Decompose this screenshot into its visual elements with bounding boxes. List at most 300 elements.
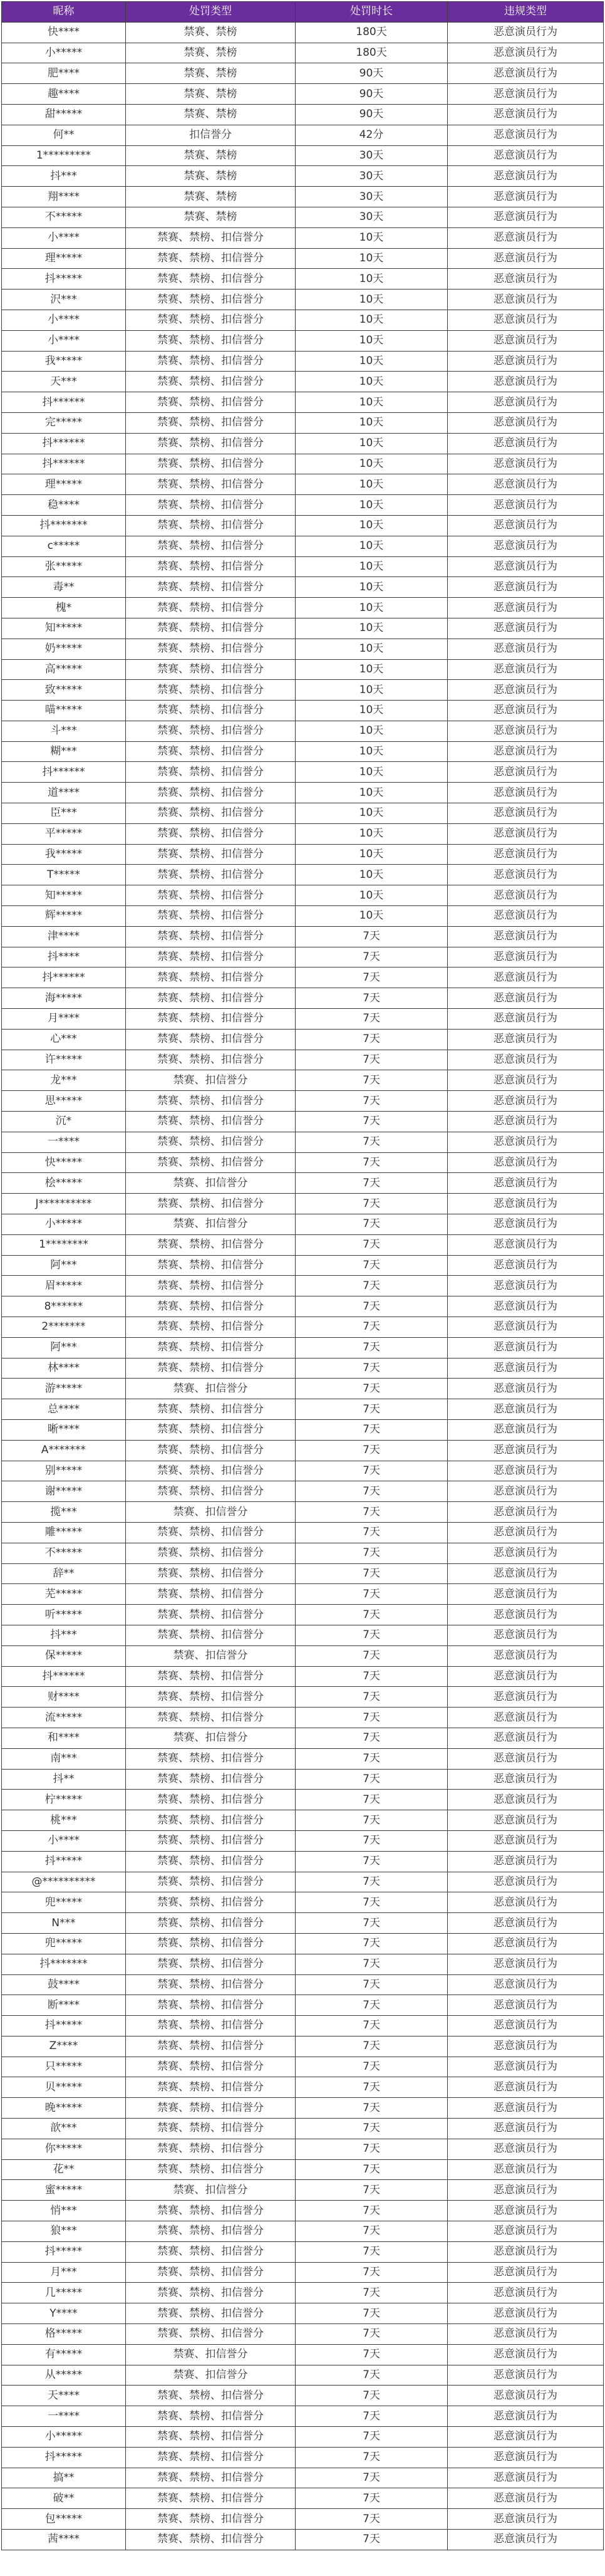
cell-penalty-type: 禁赛、禁榜、扣信誉分	[126, 947, 296, 967]
table-row	[2, 2221, 604, 2242]
cell-nickname: 抖*******	[2, 1954, 126, 1974]
cell-violation-type: 恶意演员行为	[448, 63, 604, 84]
cell-violation-type: 恶意演员行为	[448, 22, 604, 43]
cell-nickname: 揽***	[2, 1502, 126, 1523]
cell-penalty-duration: 7天	[296, 1234, 448, 1255]
cell-nickname: 快*****	[2, 1152, 126, 1173]
table-row	[2, 701, 604, 721]
table-body	[2, 22, 604, 2550]
table-row	[2, 1748, 604, 1769]
cell-penalty-duration: 10天	[296, 412, 448, 433]
cell-penalty-type: 禁赛、禁榜、扣信誉分	[126, 1872, 296, 1892]
cell-violation-type: 恶意演员行为	[448, 967, 604, 988]
cell-penalty-type: 禁赛、禁榜、扣信誉分	[126, 433, 296, 454]
cell-nickname: 张*****	[2, 556, 126, 577]
cell-nickname: 狼***	[2, 2221, 126, 2242]
cell-nickname: 甜*****	[2, 104, 126, 125]
cell-penalty-type: 禁赛、禁榜、扣信誉分	[126, 310, 296, 330]
table-row	[2, 1029, 604, 1050]
cell-penalty-duration: 7天	[296, 1790, 448, 1810]
cell-penalty-type: 禁赛、禁榜、扣信誉分	[126, 351, 296, 372]
cell-penalty-type: 禁赛、禁榜、扣信誉分	[126, 2447, 296, 2468]
table-row	[2, 1584, 604, 1605]
cell-penalty-duration: 10天	[296, 227, 448, 248]
table-row	[2, 2283, 604, 2303]
cell-penalty-duration: 7天	[296, 2159, 448, 2180]
cell-penalty-type: 禁赛、禁榜、扣信誉分	[126, 269, 296, 289]
cell-penalty-duration: 7天	[296, 1337, 448, 1358]
cell-nickname: 从*****	[2, 2365, 126, 2386]
table-row	[2, 967, 604, 988]
cell-violation-type: 恶意演员行为	[448, 269, 604, 289]
cell-nickname: 晚*****	[2, 2098, 126, 2119]
cell-penalty-type: 禁赛、禁榜、扣信誉分	[126, 392, 296, 413]
cell-penalty-duration: 7天	[296, 1872, 448, 1892]
table-row	[2, 289, 604, 310]
table-row	[2, 2241, 604, 2262]
cell-penalty-duration: 10天	[296, 783, 448, 803]
cell-penalty-type: 禁赛、禁榜、扣信誉分	[126, 248, 296, 269]
cell-penalty-duration: 10天	[296, 680, 448, 701]
cell-penalty-type: 禁赛、禁榜、扣信誉分	[126, 2036, 296, 2057]
cell-violation-type: 恶意演员行为	[448, 598, 604, 618]
cell-penalty-type: 禁赛、禁榜、扣信誉分	[126, 1543, 296, 1563]
cell-violation-type: 恶意演员行为	[448, 783, 604, 803]
cell-violation-type: 恶意演员行为	[448, 1399, 604, 1420]
cell-penalty-type: 禁赛、禁榜、扣信誉分	[126, 1954, 296, 1974]
cell-penalty-duration: 7天	[296, 1399, 448, 1420]
cell-penalty-duration: 10天	[296, 803, 448, 824]
table-row	[2, 125, 604, 145]
cell-penalty-type: 禁赛、扣信誉分	[126, 2180, 296, 2201]
cell-penalty-type: 禁赛、禁榜、扣信誉分	[126, 556, 296, 577]
cell-nickname: 稳****	[2, 495, 126, 516]
cell-nickname: 花**	[2, 2159, 126, 2180]
cell-penalty-duration: 7天	[296, 1112, 448, 1132]
table-row	[2, 1255, 604, 1276]
cell-penalty-duration: 7天	[296, 2139, 448, 2159]
cell-penalty-duration: 42分	[296, 125, 448, 145]
cell-penalty-duration: 7天	[296, 2016, 448, 2036]
cell-penalty-duration: 180天	[296, 22, 448, 43]
cell-violation-type: 恶意演员行为	[448, 2344, 604, 2365]
cell-nickname: 抖*****	[2, 269, 126, 289]
cell-penalty-type: 禁赛、禁榜、扣信誉分	[126, 1830, 296, 1851]
cell-penalty-duration: 10天	[296, 310, 448, 330]
cell-nickname: 芜*****	[2, 1584, 126, 1605]
cell-penalty-type: 禁赛、扣信誉分	[126, 2365, 296, 2386]
table-row	[2, 741, 604, 762]
cell-nickname: 听*****	[2, 1605, 126, 1625]
cell-violation-type: 恶意演员行为	[448, 310, 604, 330]
table-row	[2, 2303, 604, 2324]
table-row	[2, 1810, 604, 1831]
cell-penalty-duration: 10天	[296, 618, 448, 639]
table-row	[2, 104, 604, 125]
cell-nickname: 桧*****	[2, 1173, 126, 1194]
header-violation-type: 违规类型	[448, 2, 604, 23]
cell-penalty-duration: 7天	[296, 988, 448, 1009]
cell-violation-type: 恶意演员行为	[448, 721, 604, 741]
cell-violation-type: 恶意演员行为	[448, 1152, 604, 1173]
cell-penalty-type: 禁赛、禁榜、扣信誉分	[126, 1337, 296, 1358]
table-header-row	[2, 2, 604, 23]
cell-violation-type: 恶意演员行为	[448, 2139, 604, 2159]
cell-penalty-duration: 10天	[296, 269, 448, 289]
cell-nickname: 抖**	[2, 1769, 126, 1790]
cell-violation-type: 恶意演员行为	[448, 2386, 604, 2406]
cell-penalty-type: 禁赛、扣信誉分	[126, 1728, 296, 1748]
cell-penalty-duration: 7天	[296, 2365, 448, 2386]
cell-nickname: 只*****	[2, 2057, 126, 2077]
cell-nickname: 趣****	[2, 84, 126, 105]
cell-violation-type: 恶意演员行为	[448, 1317, 604, 1338]
cell-penalty-type: 禁赛、禁榜、扣信誉分	[126, 803, 296, 824]
cell-penalty-duration: 7天	[296, 1152, 448, 1173]
table-row	[2, 63, 604, 84]
cell-nickname: 天****	[2, 2386, 126, 2406]
cell-penalty-type: 禁赛、禁榜、扣信誉分	[126, 1748, 296, 1769]
cell-penalty-duration: 10天	[296, 392, 448, 413]
cell-penalty-type: 禁赛、禁榜、扣信誉分	[126, 885, 296, 906]
cell-violation-type: 恶意演员行为	[448, 2509, 604, 2530]
cell-penalty-type: 禁赛、禁榜、扣信誉分	[126, 1522, 296, 1543]
cell-violation-type: 恶意演员行为	[448, 1872, 604, 1892]
cell-violation-type: 恶意演员行为	[448, 865, 604, 885]
cell-violation-type: 恶意演员行为	[448, 2180, 604, 2201]
cell-penalty-type: 禁赛、禁榜、扣信誉分	[126, 1358, 296, 1379]
table-row	[2, 577, 604, 598]
cell-violation-type: 恶意演员行为	[448, 1276, 604, 1296]
cell-nickname: 斗***	[2, 721, 126, 741]
cell-penalty-type: 禁赛、禁榜	[126, 187, 296, 207]
table-row	[2, 1522, 604, 1543]
table-row	[2, 412, 604, 433]
cell-penalty-duration: 10天	[296, 289, 448, 310]
cell-penalty-duration: 7天	[296, 2036, 448, 2057]
cell-nickname: 8******	[2, 1296, 126, 1317]
cell-penalty-duration: 10天	[296, 351, 448, 372]
cell-violation-type: 恶意演员行为	[448, 926, 604, 947]
cell-violation-type: 恶意演员行为	[448, 1625, 604, 1645]
cell-nickname: 不*****	[2, 207, 126, 227]
cell-violation-type: 恶意演员行为	[448, 125, 604, 145]
cell-violation-type: 恶意演员行为	[448, 2303, 604, 2324]
cell-nickname: 我*****	[2, 844, 126, 865]
cell-violation-type: 恶意演员行为	[448, 1563, 604, 1584]
cell-violation-type: 恶意演员行为	[448, 1050, 604, 1070]
cell-penalty-duration: 7天	[296, 2468, 448, 2488]
cell-nickname: 理*****	[2, 248, 126, 269]
cell-nickname: 抖******	[2, 433, 126, 454]
cell-penalty-duration: 7天	[296, 1296, 448, 1317]
cell-penalty-duration: 90天	[296, 63, 448, 84]
table-row	[2, 1666, 604, 1687]
cell-violation-type: 恶意演员行为	[448, 1974, 604, 1995]
table-row	[2, 1296, 604, 1317]
table-row	[2, 1830, 604, 1851]
cell-penalty-duration: 7天	[296, 2201, 448, 2221]
cell-violation-type: 恶意演员行为	[448, 618, 604, 639]
cell-violation-type: 恶意演员行为	[448, 1954, 604, 1974]
cell-violation-type: 恶意演员行为	[448, 1769, 604, 1790]
cell-penalty-type: 禁赛、禁榜、扣信誉分	[126, 865, 296, 885]
cell-violation-type: 恶意演员行为	[448, 2427, 604, 2448]
cell-penalty-type: 禁赛、禁榜、扣信誉分	[126, 289, 296, 310]
cell-penalty-type: 禁赛、禁榜、扣信誉分	[126, 1974, 296, 1995]
cell-penalty-duration: 7天	[296, 1605, 448, 1625]
cell-violation-type: 恶意演员行为	[448, 2324, 604, 2345]
cell-violation-type: 恶意演员行为	[448, 2057, 604, 2077]
cell-penalty-duration: 7天	[296, 2447, 448, 2468]
cell-nickname: @**********	[2, 1872, 126, 1892]
table-row	[2, 1974, 604, 1995]
cell-penalty-type: 禁赛、禁榜、扣信誉分	[126, 536, 296, 556]
cell-violation-type: 恶意演员行为	[448, 1748, 604, 1769]
table-row	[2, 1481, 604, 1502]
cell-penalty-type: 禁赛、扣信誉分	[126, 1173, 296, 1194]
cell-nickname: 几*****	[2, 2283, 126, 2303]
cell-nickname: 抖******	[2, 454, 126, 474]
table-row	[2, 1337, 604, 1358]
cell-penalty-duration: 7天	[296, 1913, 448, 1934]
cell-nickname: 辞**	[2, 1563, 126, 1584]
cell-violation-type: 恶意演员行为	[448, 392, 604, 413]
cell-penalty-type: 禁赛、禁榜、扣信誉分	[126, 1009, 296, 1030]
table-row	[2, 1132, 604, 1152]
cell-nickname: 2*******	[2, 1317, 126, 1338]
table-row	[2, 2324, 604, 2345]
cell-penalty-type: 禁赛、禁榜、扣信誉分	[126, 515, 296, 536]
table-row	[2, 1708, 604, 1728]
cell-nickname: 何**	[2, 125, 126, 145]
cell-nickname: 抖***	[2, 1625, 126, 1645]
cell-penalty-type: 禁赛、禁榜、扣信誉分	[126, 2159, 296, 2180]
table-row	[2, 433, 604, 454]
cell-penalty-duration: 7天	[296, 2283, 448, 2303]
cell-penalty-type: 禁赛、扣信誉分	[126, 1379, 296, 1399]
table-row	[2, 1379, 604, 1399]
cell-violation-type: 恶意演员行为	[448, 1995, 604, 2016]
cell-nickname: 鼓****	[2, 1974, 126, 1995]
cell-penalty-type: 禁赛、禁榜、扣信誉分	[126, 1194, 296, 1214]
table-row	[2, 885, 604, 906]
cell-penalty-duration: 7天	[296, 1419, 448, 1440]
table-row	[2, 865, 604, 885]
cell-penalty-duration: 7天	[296, 1748, 448, 1769]
cell-violation-type: 恶意演员行为	[448, 2488, 604, 2509]
cell-penalty-type: 禁赛、禁榜、扣信誉分	[126, 618, 296, 639]
cell-nickname: 林****	[2, 1358, 126, 1379]
table-row	[2, 227, 604, 248]
cell-penalty-duration: 7天	[296, 1708, 448, 1728]
cell-violation-type: 恶意演员行为	[448, 1029, 604, 1050]
cell-violation-type: 恶意演员行为	[448, 166, 604, 187]
cell-penalty-duration: 180天	[296, 43, 448, 63]
cell-violation-type: 恶意演员行为	[448, 1337, 604, 1358]
table-row	[2, 947, 604, 967]
table-row	[2, 1173, 604, 1194]
cell-penalty-type: 禁赛、禁榜、扣信誉分	[126, 2077, 296, 2098]
cell-nickname: 柠*****	[2, 1790, 126, 1810]
cell-nickname: 完*****	[2, 412, 126, 433]
table-row	[2, 1625, 604, 1645]
cell-nickname: 抖*****	[2, 2241, 126, 2262]
cell-nickname: 阿***	[2, 1255, 126, 1276]
cell-penalty-duration: 7天	[296, 1769, 448, 1790]
table-row	[2, 1605, 604, 1625]
cell-nickname: 有*****	[2, 2344, 126, 2365]
cell-penalty-type: 禁赛、禁榜、扣信誉分	[126, 454, 296, 474]
cell-nickname: 道****	[2, 783, 126, 803]
cell-violation-type: 恶意演员行为	[448, 1584, 604, 1605]
cell-violation-type: 恶意演员行为	[448, 823, 604, 844]
cell-violation-type: 恶意演员行为	[448, 372, 604, 392]
cell-violation-type: 恶意演员行为	[448, 1440, 604, 1461]
header-nickname: 昵称	[2, 2, 126, 23]
table-row	[2, 2427, 604, 2448]
cell-nickname: 小*****	[2, 43, 126, 63]
table-row	[2, 2406, 604, 2427]
cell-penalty-duration: 7天	[296, 947, 448, 967]
header-penalty-type: 处罚类型	[126, 2, 296, 23]
cell-nickname: 游*****	[2, 1379, 126, 1399]
cell-penalty-duration: 7天	[296, 2488, 448, 2509]
cell-nickname: 沉*	[2, 1112, 126, 1132]
table-row	[2, 1687, 604, 1708]
cell-violation-type: 恶意演员行为	[448, 1461, 604, 1481]
cell-nickname: Z****	[2, 2036, 126, 2057]
cell-penalty-type: 禁赛、禁榜、扣信誉分	[126, 2468, 296, 2488]
cell-violation-type: 恶意演员行为	[448, 2098, 604, 2119]
table-row	[2, 1851, 604, 1872]
cell-penalty-duration: 7天	[296, 2119, 448, 2139]
table-row	[2, 926, 604, 947]
table-row	[2, 659, 604, 680]
cell-violation-type: 恶意演员行为	[448, 1214, 604, 1235]
table-row	[2, 598, 604, 618]
cell-nickname: 抖******	[2, 967, 126, 988]
cell-penalty-duration: 7天	[296, 1584, 448, 1605]
cell-penalty-duration: 30天	[296, 145, 448, 166]
cell-violation-type: 恶意演员行为	[448, 2036, 604, 2057]
cell-penalty-type: 禁赛、禁榜、扣信誉分	[126, 2098, 296, 2119]
cell-penalty-type: 禁赛、禁榜、扣信誉分	[126, 1605, 296, 1625]
cell-penalty-duration: 7天	[296, 1461, 448, 1481]
cell-violation-type: 恶意演员行为	[448, 1009, 604, 1030]
table-row	[2, 145, 604, 166]
cell-nickname: N***	[2, 1913, 126, 1934]
cell-violation-type: 恶意演员行为	[448, 1522, 604, 1543]
cell-violation-type: 恶意演员行为	[448, 1830, 604, 1851]
cell-violation-type: 恶意演员行为	[448, 433, 604, 454]
cell-penalty-type: 禁赛、禁榜、扣信誉分	[126, 2509, 296, 2530]
cell-penalty-duration: 7天	[296, 1440, 448, 1461]
cell-penalty-type: 禁赛、禁榜、扣信誉分	[126, 2221, 296, 2242]
cell-nickname: 致*****	[2, 680, 126, 701]
cell-violation-type: 恶意演员行为	[448, 1913, 604, 1934]
cell-penalty-type: 禁赛、禁榜、扣信誉分	[126, 2119, 296, 2139]
cell-nickname: 悄***	[2, 2201, 126, 2221]
cell-penalty-duration: 30天	[296, 187, 448, 207]
table-row	[2, 1399, 604, 1420]
cell-violation-type: 恶意演员行为	[448, 351, 604, 372]
cell-violation-type: 恶意演员行为	[448, 289, 604, 310]
cell-violation-type: 恶意演员行为	[448, 885, 604, 906]
table-row	[2, 1872, 604, 1892]
cell-violation-type: 恶意演员行为	[448, 1892, 604, 1913]
cell-penalty-type: 禁赛、禁榜、扣信誉分	[126, 2427, 296, 2448]
cell-penalty-duration: 7天	[296, 1954, 448, 1974]
cell-violation-type: 恶意演员行为	[448, 2159, 604, 2180]
cell-penalty-type: 禁赛、禁榜、扣信誉分	[126, 701, 296, 721]
cell-penalty-duration: 10天	[296, 659, 448, 680]
cell-violation-type: 恶意演员行为	[448, 227, 604, 248]
cell-penalty-type: 禁赛、禁榜、扣信誉分	[126, 2241, 296, 2262]
cell-penalty-type: 禁赛、禁榜	[126, 22, 296, 43]
cell-penalty-type: 禁赛、禁榜、扣信誉分	[126, 1112, 296, 1132]
table-row	[2, 269, 604, 289]
cell-penalty-type: 禁赛、禁榜、扣信誉分	[126, 2016, 296, 2036]
table-row	[2, 2159, 604, 2180]
table-row	[2, 536, 604, 556]
table-row	[2, 1933, 604, 1954]
cell-nickname: 不*****	[2, 1543, 126, 1563]
table-row	[2, 2057, 604, 2077]
cell-penalty-type: 禁赛、扣信誉分	[126, 2344, 296, 2365]
cell-nickname: 抖***	[2, 166, 126, 187]
cell-nickname: 沢***	[2, 289, 126, 310]
table-row	[2, 906, 604, 927]
cell-penalty-type: 禁赛、禁榜、扣信誉分	[126, 1440, 296, 1461]
table-row	[2, 2201, 604, 2221]
cell-penalty-type: 禁赛、禁榜	[126, 84, 296, 105]
table-row	[2, 988, 604, 1009]
cell-violation-type: 恶意演员行为	[448, 947, 604, 967]
table-row	[2, 495, 604, 516]
cell-violation-type: 恶意演员行为	[448, 1255, 604, 1276]
table-row	[2, 1440, 604, 1461]
cell-nickname: 小*****	[2, 2427, 126, 2448]
cell-penalty-type: 禁赛、禁榜、扣信誉分	[126, 1851, 296, 1872]
cell-violation-type: 恶意演员行为	[448, 104, 604, 125]
table-row	[2, 22, 604, 43]
cell-penalty-type: 禁赛、禁榜、扣信誉分	[126, 1666, 296, 1687]
cell-nickname: 蜜*****	[2, 2180, 126, 2201]
cell-penalty-duration: 7天	[296, 2180, 448, 2201]
cell-violation-type: 恶意演员行为	[448, 1543, 604, 1563]
table-row	[2, 2036, 604, 2057]
cell-penalty-type: 禁赛、禁榜、扣信誉分	[126, 1029, 296, 1050]
table-row	[2, 1645, 604, 1666]
cell-penalty-duration: 7天	[296, 2303, 448, 2324]
cell-nickname: 思*****	[2, 1091, 126, 1112]
cell-nickname: 天***	[2, 372, 126, 392]
cell-nickname: 断****	[2, 1995, 126, 2016]
cell-penalty-duration: 10天	[296, 536, 448, 556]
cell-penalty-type: 禁赛、禁榜、扣信誉分	[126, 1481, 296, 1502]
cell-nickname: 抖*****	[2, 2016, 126, 2036]
cell-nickname: 平*****	[2, 823, 126, 844]
table-row	[2, 2447, 604, 2468]
cell-penalty-type: 禁赛、禁榜、扣信誉分	[126, 988, 296, 1009]
cell-penalty-type: 禁赛、禁榜、扣信誉分	[126, 823, 296, 844]
cell-nickname: 毒**	[2, 577, 126, 598]
cell-violation-type: 恶意演员行为	[448, 762, 604, 783]
table-row	[2, 1954, 604, 1974]
table-row	[2, 1419, 604, 1440]
cell-violation-type: 恶意演员行为	[448, 2201, 604, 2221]
